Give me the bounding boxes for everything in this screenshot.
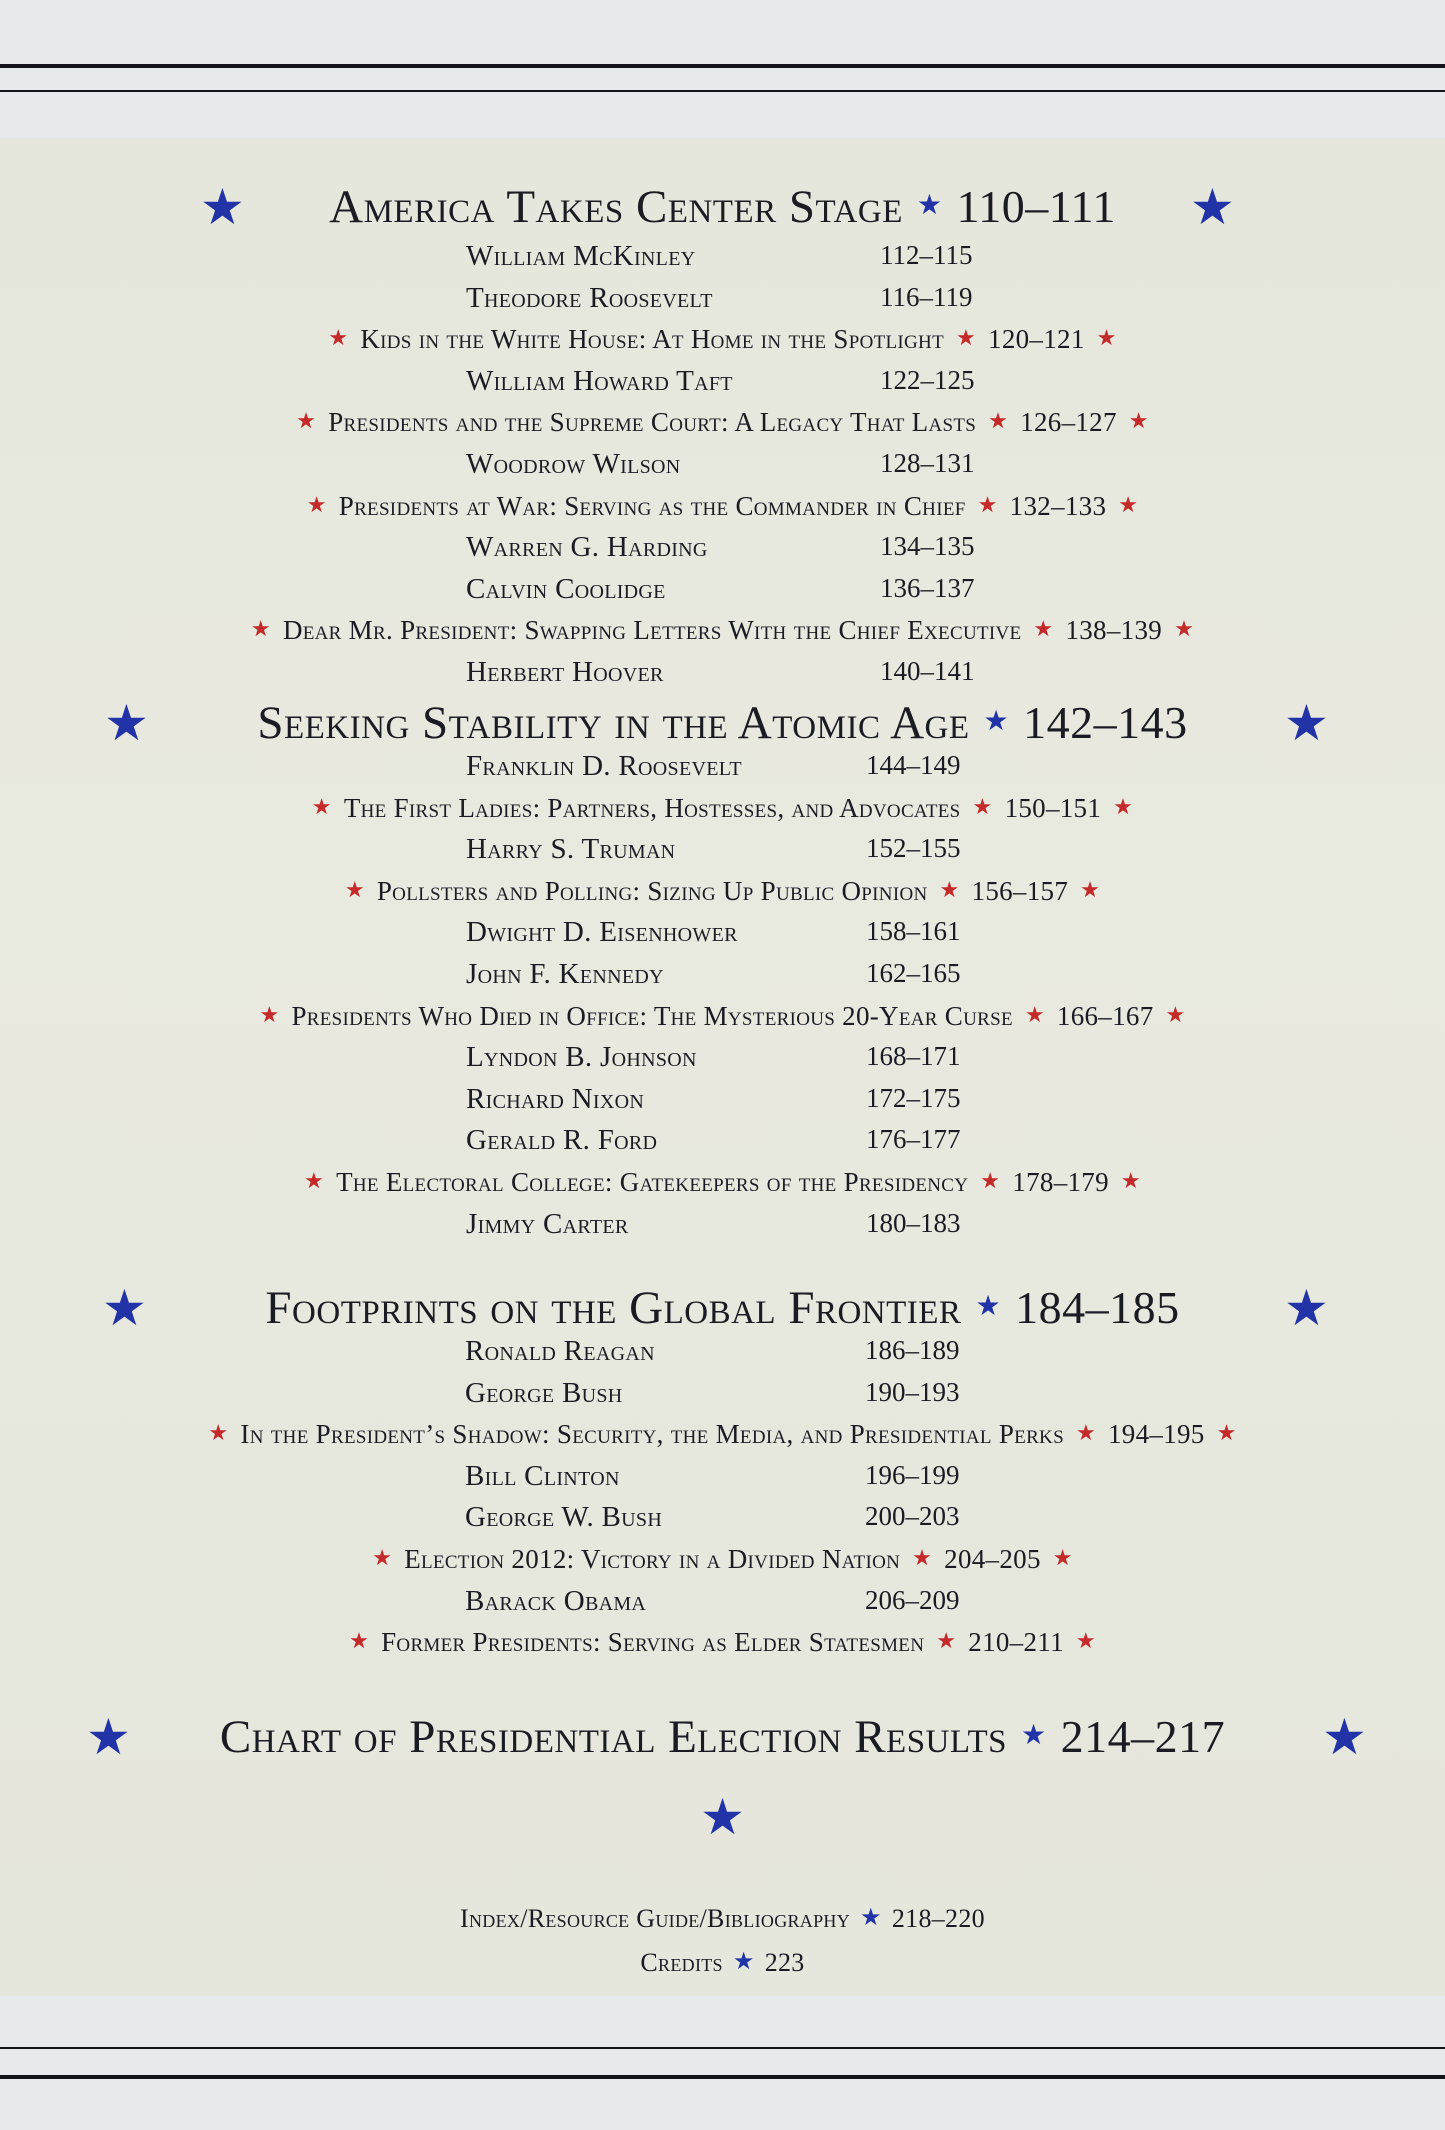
toc-entry-president[interactable] (0, 1083, 1445, 1123)
entry-name: Gerald R. Ford (466, 1124, 658, 1157)
toc-entry-president[interactable] (0, 958, 1445, 998)
star-icon: ★ (916, 190, 943, 221)
star-icon: ★ (955, 325, 977, 351)
entry-pages: 116–119 (880, 281, 973, 312)
toc-entry-president[interactable] (0, 1585, 1445, 1625)
section-title: Footprints on the Global Frontier (265, 1282, 962, 1334)
section-title: Chart of Presidential Election Results (219, 1711, 1008, 1763)
star-icon: ★ (860, 1905, 882, 1931)
toc-entry-president[interactable] (0, 1377, 1445, 1417)
section-pages: 214–217 (1060, 1711, 1226, 1762)
toc-entry-president[interactable] (0, 1124, 1445, 1164)
entry-pages: 204–205 (944, 1544, 1041, 1574)
star-icon: ★ (1033, 616, 1054, 642)
entry-pages: 194–195 (1107, 1419, 1205, 1450)
entry-pages: 132–133 (1009, 490, 1107, 521)
star-icon: ★ (1096, 325, 1117, 351)
toc-entry-president[interactable] (0, 1460, 1445, 1500)
entry-pages: 128–131 (880, 448, 975, 478)
entry-name: William Howard Taft (466, 364, 733, 397)
toc-entry-feature[interactable] (0, 1544, 1445, 1575)
entry-name: George Bush (465, 1376, 623, 1409)
toc-entry-president[interactable] (0, 656, 1445, 696)
entry-name: Ronald Reagan (465, 1335, 655, 1367)
entry-pages: 186–189 (865, 1335, 960, 1365)
section-pages: 110–111 (956, 181, 1116, 232)
entry-name: Harry S. Truman (466, 833, 676, 866)
star-icon: ★ (1120, 1168, 1141, 1193)
star-icon: ★ (1118, 491, 1139, 517)
entry-pages: 120–121 (988, 324, 1085, 355)
entry-pages: 134–135 (880, 531, 975, 562)
entry-pages: 166–167 (1056, 1000, 1154, 1031)
entry-name: Calvin Coolidge (466, 572, 666, 605)
section-title: Seeking Stability in the Atomic Age (257, 697, 970, 749)
entry-name: Former Presidents: Serving as Elder Statesmen (381, 1627, 925, 1658)
star-icon: ★ (1075, 1420, 1096, 1446)
toc-entry-feature[interactable] (0, 407, 1445, 438)
toc-entry-back-matter[interactable] (0, 1904, 1445, 1934)
star-icon: ★ (1190, 179, 1236, 235)
section-heading[interactable] (0, 180, 1445, 234)
star-icon: ★ (1113, 793, 1134, 819)
star-icon: ★ (102, 1280, 148, 1336)
entry-pages: 176–177 (866, 1124, 961, 1155)
toc-entry-back-matter[interactable] (0, 1948, 1445, 1978)
entry-name: Lyndon B. Johnson (466, 1041, 697, 1074)
star-icon: ★ (208, 1420, 229, 1446)
section-title: America Takes Center Stage (329, 181, 903, 233)
section-pages: 184–185 (1015, 1282, 1180, 1333)
star-icon: ★ (259, 1001, 280, 1027)
entry-pages: 158–161 (866, 916, 961, 947)
star-icon: ★ (1024, 1001, 1045, 1027)
entry-pages: 122–125 (880, 364, 975, 395)
entry-name: George W. Bush (465, 1501, 663, 1534)
bottom-rule-thin (0, 2047, 1445, 2049)
star-icon: ★ (372, 1545, 393, 1570)
toc-entry-feature[interactable] (0, 1627, 1445, 1658)
toc-entry-president[interactable] (0, 573, 1445, 613)
entry-name: Woodrow Wilson (466, 448, 681, 480)
entry-pages: 178–179 (1012, 1167, 1109, 1197)
toc-entry-president[interactable] (0, 448, 1445, 488)
entry-pages: 172–175 (866, 1082, 961, 1113)
entry-name: Index/Resource Guide/Bibliography (460, 1904, 851, 1933)
star-icon: ★ (1322, 1709, 1368, 1765)
entry-pages: 144–149 (866, 750, 961, 780)
toc-entry-feature[interactable] (0, 1001, 1445, 1032)
star-icon: ★ (328, 325, 349, 351)
toc-entry-feature[interactable] (0, 615, 1445, 646)
entry-name: Presidents at War: Serving as the Commander in Chief (338, 490, 966, 521)
entry-pages: 140–141 (880, 656, 975, 686)
star-icon: ★ (972, 793, 993, 819)
top-rule-thin (0, 90, 1445, 92)
toc-entry-president[interactable] (0, 365, 1445, 405)
entry-name: Dear Mr. President: Swapping Letters With the Chief Executive (282, 615, 1022, 646)
star-icon: ★ (306, 491, 327, 517)
entry-name: William McKinley (466, 240, 696, 272)
star-icon: ★ (912, 1545, 933, 1570)
star-icon: ★ (980, 1168, 1001, 1193)
star-icon: ★ (983, 706, 1010, 737)
star-icon: ★ (1128, 408, 1149, 434)
entry-pages: 168–171 (866, 1041, 961, 1072)
toc-entry-feature[interactable] (0, 793, 1445, 824)
entry-pages: 223 (764, 1948, 805, 1977)
toc-entry-president[interactable] (0, 1208, 1445, 1248)
section-heading[interactable] (0, 1710, 1445, 1764)
toc-entry-feature[interactable] (0, 1419, 1445, 1450)
star-icon: ★ (732, 1949, 755, 1975)
top-rule-thick (0, 64, 1445, 68)
star-icon: ★ (200, 179, 246, 235)
entry-name: Pollsters and Polling: Sizing Up Public Opinion (376, 875, 928, 906)
star-icon: ★ (304, 1168, 325, 1193)
toc-entry-president[interactable] (0, 1041, 1445, 1081)
star-icon: ★ (1165, 1001, 1186, 1027)
entry-name: Jimmy Carter (466, 1207, 629, 1240)
star-icon: ★ (1021, 1720, 1047, 1751)
star-icon: ★ (296, 408, 317, 434)
entry-pages: 152–155 (866, 833, 961, 864)
star-icon: ★ (1284, 1280, 1330, 1336)
star-icon: ★ (1075, 1628, 1096, 1654)
toc-entry-president[interactable] (0, 916, 1445, 956)
entry-pages: 180–183 (866, 1207, 961, 1238)
star-icon: ★ (344, 876, 365, 902)
entry-name: Dwight D. Eisenhower (466, 916, 738, 949)
entry-pages: 190–193 (865, 1376, 960, 1407)
entry-pages: 218–220 (891, 1904, 985, 1933)
star-icon: ★ (311, 793, 332, 819)
entry-pages: 210–211 (968, 1627, 1064, 1658)
star-icon: ★ (988, 408, 1009, 434)
star-icon: ★ (977, 491, 998, 517)
entry-name: Presidents Who Died in Office: The Mysterious 20-Year Curse (291, 1000, 1013, 1031)
toc-entry-president[interactable] (0, 1501, 1445, 1541)
entry-name: The First Ladies: Partners, Hostesses, and Advocates (343, 792, 961, 823)
toc-entry-feature[interactable] (0, 324, 1445, 355)
toc-entry-president[interactable] (0, 750, 1445, 790)
entry-name: John F. Kennedy (466, 958, 664, 990)
star-icon: ★ (86, 1709, 132, 1765)
entry-pages: 136–137 (880, 572, 975, 603)
section-pages: 142–143 (1023, 697, 1188, 748)
entry-pages: 200–203 (865, 1501, 960, 1532)
entry-name: In the President’s Shadow: Security, the Media, and Presidential Perks (240, 1419, 1064, 1450)
toc-entry-president[interactable] (0, 833, 1445, 873)
entry-pages: 196–199 (865, 1459, 960, 1490)
entry-name: Warren G. Harding (466, 531, 708, 564)
toc-page (0, 138, 1445, 1996)
toc-entry-president[interactable] (0, 282, 1445, 322)
entry-name: Franklin D. Roosevelt (466, 750, 742, 782)
entry-name: Theodore Roosevelt (466, 281, 713, 314)
entry-pages: 206–209 (865, 1584, 960, 1615)
toc-entry-feature[interactable] (0, 491, 1445, 522)
entry-pages: 126–127 (1020, 407, 1117, 438)
entry-pages: 150–151 (1004, 792, 1102, 823)
section-heading[interactable] (0, 1281, 1445, 1335)
entry-pages: 112–115 (880, 240, 973, 270)
star-icon: ★ (975, 1291, 1002, 1322)
entry-pages: 162–165 (866, 958, 961, 988)
star-icon: ★ (349, 1628, 370, 1654)
star-icon: ★ (1174, 616, 1195, 642)
star-icon: ★ (1284, 695, 1330, 751)
entry-name: Credits (640, 1948, 723, 1977)
entry-name: The Electoral College: Gatekeepers of the Presidency (336, 1167, 969, 1197)
section-heading[interactable] (0, 696, 1445, 750)
toc-entry-president[interactable] (0, 1335, 1445, 1375)
star-icon: ★ (936, 1628, 957, 1654)
toc-entry-president[interactable] (0, 240, 1445, 280)
entry-name: Barack Obama (465, 1584, 647, 1617)
star-icon: ★ (250, 616, 271, 642)
entry-name: Herbert Hoover (466, 656, 664, 688)
star-icon: ★ (1080, 876, 1101, 902)
star-icon: ★ (1216, 1420, 1237, 1446)
star-icon: ★ (939, 876, 960, 902)
entry-name: Kids in the White House: At Home in the Spotlight (360, 324, 944, 355)
toc-entry-president[interactable] (0, 531, 1445, 571)
bottom-rule-thick (0, 2075, 1445, 2079)
entry-name: Presidents and the Supreme Court: A Legacy That Lasts (328, 407, 977, 438)
entry-name: Richard Nixon (466, 1082, 645, 1115)
entry-name: Bill Clinton (465, 1459, 620, 1492)
entry-pages: 138–139 (1065, 615, 1163, 646)
entry-name: Election 2012: Victory in a Divided Nation (404, 1544, 901, 1574)
star-icon: ★ (104, 695, 150, 751)
toc-entry-feature[interactable] (0, 1167, 1445, 1198)
toc-entry-feature[interactable] (0, 876, 1445, 907)
star-icon: ★ (700, 1789, 745, 1845)
entry-pages: 156–157 (971, 875, 1069, 906)
star-icon: ★ (1052, 1545, 1073, 1570)
